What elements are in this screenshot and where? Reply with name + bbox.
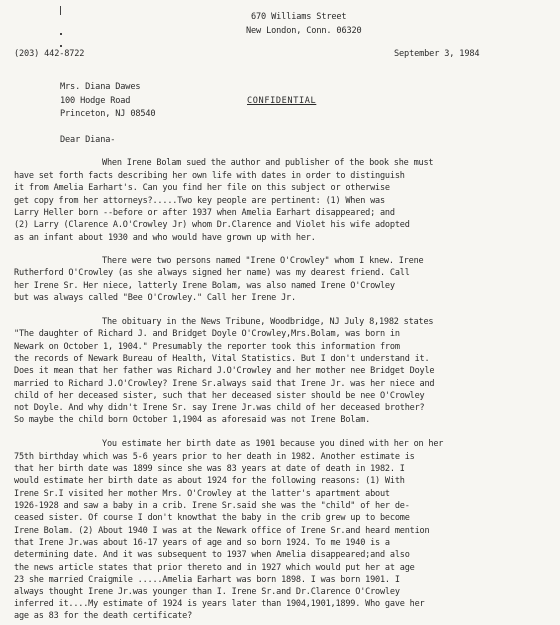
corner-mark (60, 33, 62, 35)
text-line: age as 83 for the death certificate? (14, 611, 193, 621)
text-line: as an infant about 1930 and who would have grown up with her. (14, 233, 316, 243)
corner-mark (60, 6, 61, 15)
text-line: The obituary in the News Tribune, Woodbridge, NJ July 8,1982 states (102, 317, 434, 327)
corner-mark (60, 45, 62, 47)
text-line: You estimate her birth date as 1901 because you dined with her on her (102, 439, 444, 449)
text-line: inferred it....My estimate of 1924 is years later than 1904,1901,1899. Who gave her (14, 599, 425, 609)
recipient-city: Princeton, NJ 08540 (60, 109, 156, 119)
text-line: but was always called "Bee O'Crowley." Call her Irene Jr. (14, 293, 296, 303)
recipient-name: Mrs. Diana Dawes (60, 82, 141, 92)
letter-date: September 3, 1984 (394, 49, 480, 59)
text-line: married to Richard J.O'Crowley? Irene Sr.always said that Irene Jr. was her niece and (14, 379, 435, 389)
text-line: Newark on October 1, 1904." Presumably the reporter took this information from (14, 342, 400, 352)
text-line: 1926-1928 and saw a baby in a crib. Irene Sr.said she was the "child" of her de- (14, 501, 410, 511)
text-line: it from Amelia Earhart's. Can you find her file on this subject or otherwise (14, 183, 390, 193)
text-line: Irene Sr.I visited her mother Mrs. O'Crowley at the latter's apartment about (14, 489, 390, 499)
text-line: would estimate her birth date as about 1924 for the following reasons: (1) With (14, 476, 405, 486)
sender-phone: (203) 442-8722 (14, 49, 85, 59)
text-line: 75th birthday which was 5-6 years prior to her death in 1982. Another estimate is (14, 452, 415, 462)
text-line: (2) Larry (Clarence A.O'Crowley Jr) whom Dr.Clarence and Violet his wife adopted (14, 220, 410, 230)
salutation: Dear Diana- (60, 135, 116, 145)
text-line: her Irene Sr. Her niece, latterly Irene Bolam, was also named Irene O'Crowley (14, 281, 395, 291)
text-line: There were two persons named "Irene O'Crowley" whom I knew. Irene (102, 256, 424, 266)
text-line: Irene Bolam. (2) About 1940 I was at the Newark office of Irene Sr.and heard mention (14, 526, 430, 536)
confidential-label: CONFIDENTIAL (247, 96, 317, 106)
sender-street: 670 Williams Street (251, 12, 347, 22)
text-line: 23 she married Craigmile .....Amelia Earhart was born 1898. I was born 1901. I (14, 575, 400, 585)
text-line: have set forth facts describing her own life with dates in order to distinguish (14, 171, 405, 181)
text-line: child of her deceased sister, such that her deceased sister should be nee O'Crowley (14, 391, 425, 401)
recipient-street: 100 Hodge Road (60, 96, 131, 106)
text-line: that her birth date was 1899 since she was 83 years at date of death in 1982. I (14, 464, 405, 474)
text-line: So maybe the child born October 1,1904 as aforesaid was not Irene Bolam. (14, 415, 371, 425)
text-line: not Doyle. And why didn't Irene Sr. say Irene Jr.was child of her deceased brother? (14, 403, 425, 413)
text-line: always thought Irene Jr.was younger than I. Irene Sr.and Dr.Clarence O'Crowley (14, 587, 400, 597)
sender-city: New London, Conn. 06320 (246, 26, 362, 36)
text-line: ceased sister. Of course I don't knowthat the baby in the crib grew up to become (14, 513, 410, 523)
text-line: that Irene Jr.was about 16-17 years of age and so born 1924. To me 1940 is a (14, 538, 390, 548)
text-line: "The daughter of Richard J. and Bridget Doyle O'Crowley,Mrs.Bolam, was born in (14, 329, 400, 339)
text-line: Rutherford O'Crowley (as she always signed her name) was my dearest friend. Call (14, 268, 410, 278)
text-line: When Irene Bolam sued the author and publisher of the book she must (102, 158, 434, 168)
text-line: the records of Newark Bureau of Health, Vital Statistics. But I don't understand it. (14, 354, 430, 364)
text-line: get copy from her attorneys?.....Two key people are pertinent: (1) When was (14, 196, 385, 206)
text-line: Larry Heller born --before or after 1937 when Amelia Earhart disappeared; and (14, 208, 395, 218)
text-line: Does it mean that her father was Richard J.O'Crowley and her mother nee Bridget Doyle (14, 366, 435, 376)
text-line: determining date. And it was subsequent to 1937 when Amelia disappeared;and also (14, 550, 410, 560)
text-line: the news article states that prior thereto and in 1927 which would put her at age (14, 563, 415, 573)
